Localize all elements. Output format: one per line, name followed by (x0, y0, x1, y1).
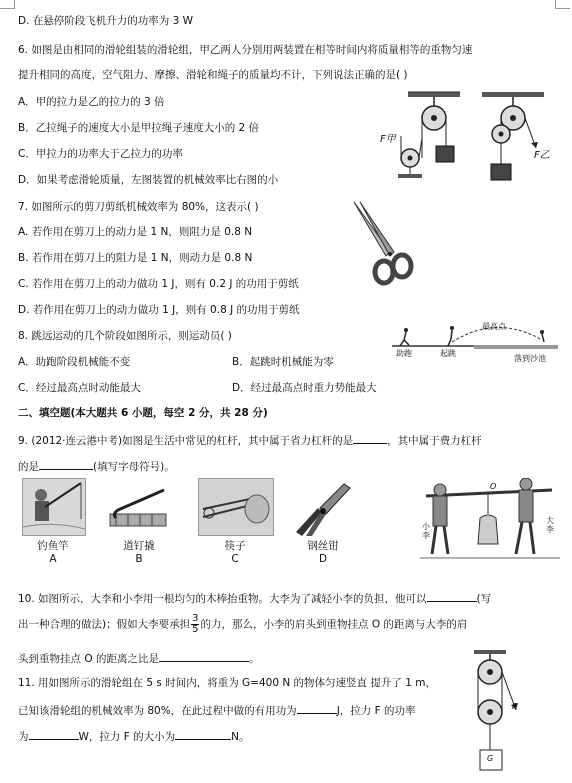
question-11-text-a: 已知该滑轮组的机械效率为 80%，在此过程中做的有用功为 (18, 705, 297, 717)
question-7-option-a: A. 若作用在剪刀上的动力是 1 N，则阻力是 0.8 N (18, 226, 253, 238)
question-10-line-3 (18, 650, 259, 666)
answer-blank-11a[interactable] (297, 702, 337, 714)
scissors-figure (350, 200, 416, 290)
question-6-stem: 6. 如图是由相同的滑轮组装的滑轮组，甲乙两人分别用两装置在相等时间内将质量相等的重物匀速 (18, 44, 473, 56)
long-jump-figure (392, 318, 558, 370)
question-10-line-2 (18, 614, 467, 635)
answer-blank-11c[interactable] (175, 728, 231, 740)
lever-label-d: 钢丝钳 D (307, 540, 339, 565)
lever-label-a: 钓鱼竿 A (37, 540, 69, 565)
carrying-pole-figure (420, 478, 560, 560)
question-7-option-b: B. 若作用在剪刀上的阻力是 1 N，则动力是 0.8 N (18, 252, 253, 264)
question-8-option-a: A．助跑阶段机械能不变 (18, 356, 131, 368)
question-8-option-d: D．经过最高点时重力势能最大 (232, 382, 377, 394)
question-9-text-a: 9. (2012·连云港中考)如图是生活中常见的杠杆，其中属于省力杠杆的是 (18, 435, 354, 447)
question-10-text-e: 头到重物挂点 O 的距离之比是 (18, 653, 159, 665)
jump-label-run: 助跑 (396, 349, 412, 358)
pulley-systems-figure (378, 88, 558, 188)
answer-blank-9a[interactable] (353, 432, 387, 444)
jump-label-top: 最高点 (482, 322, 506, 331)
question-6-option-a: A．甲的拉力是乙的拉力的 3 倍 (18, 96, 165, 108)
carry-label-point-o: O (490, 482, 497, 491)
question-6-stem-cont: 提升相同的高度，空气阻力、摩擦、滑轮和绳子的质量均不计，下列说法正确的是( ) (18, 69, 408, 81)
question-11-text-d: W，拉力 F 的大小为 (78, 731, 176, 743)
question-9-text-d: (填写字母符号)。 (93, 461, 175, 473)
pulley-block-figure (462, 650, 522, 774)
question-6-option-b: B．乙拉绳子的速度大小是甲拉绳子速度大小的 2 倍 (18, 122, 260, 134)
pulley11-force-label: F (512, 702, 517, 711)
pulley11-weight-label: G (487, 754, 494, 763)
carry-label-big: 大李 (546, 516, 554, 534)
nail-puller-image (108, 488, 170, 532)
force-label-jia: F甲 (380, 134, 396, 145)
jump-label-takeoff: 起跳 (440, 349, 456, 358)
question-10-text-a: 10. 如图所示，大李和小李用一根均匀的木棒抬重物。大李为了减轻小李的负担，他可以 (18, 593, 427, 605)
chopsticks-image (198, 478, 274, 536)
question-8-option-b: B．起跳时机械能为零 (232, 356, 334, 368)
question-11-text-c: 为 (18, 731, 29, 743)
question-6-option-d: D．如果考虑滑轮质量，左图装置的机械效率比右图的小 (18, 174, 279, 186)
pliers-image (292, 480, 354, 536)
crop-mark-top-right (555, 0, 570, 9)
section-2-heading: 二、填空题(本大题共 6 小题，每空 2 分，共 28 分) (18, 407, 268, 419)
question-11-line-3 (18, 728, 249, 744)
jump-label-land: 落到沙池 (514, 354, 546, 363)
crop-mark-top-left (0, 0, 15, 9)
question-10-line-1 (18, 590, 491, 606)
question-6-option-c: C．甲拉力的功率大于乙拉力的功率 (18, 148, 183, 160)
question-9-text-b: ，其中属于费力杠杆 (387, 435, 482, 447)
question-10-text-d: 的力，那么，小李的肩头到重物挂点 O 的距离与大李的肩 (200, 618, 468, 631)
question-8-stem: 8. 跳远运动的几个阶段如图所示，则运动员( ) (18, 330, 232, 342)
force-label-yi: F乙 (534, 150, 550, 161)
question-8-option-c: C．经过最高点时动能最大 (18, 382, 141, 394)
lever-label-b: 道钉撬 B (123, 540, 155, 565)
question-9-text-c: 的是 (18, 461, 39, 473)
question-10-text-c: 出一种合理的做法)；假如大李要承担 (18, 618, 191, 631)
question-11-line-1: 11. 用如图所示的滑轮组在 5 s 时间内，将重为 G=400 N 的物体匀速竖直 提升了 1 m， (18, 677, 436, 689)
carry-label-small: 小李 (422, 522, 430, 540)
question-10-text-f: 。 (248, 653, 260, 665)
fishing-rod-image (22, 478, 86, 536)
answer-blank-10a[interactable] (427, 590, 477, 602)
answer-blank-9b[interactable] (39, 458, 93, 470)
question-5-option-d: D. 在悬停阶段飞机升力的功率为 3 W (18, 15, 193, 27)
fraction-three-fifths: $\frac{3}{5}$ (192, 613, 199, 635)
question-11-text-b: J，拉力 F 的功率 (336, 705, 416, 717)
question-9-line-2 (18, 458, 175, 474)
question-9-line-1 (18, 432, 482, 448)
question-7-option-d: D. 若作用在剪刀上的动力做功 1 J，则有 0.8 J 的功用于剪纸 (18, 304, 300, 316)
answer-blank-11b[interactable] (29, 728, 79, 740)
answer-blank-10b[interactable] (159, 650, 249, 662)
question-10-text-b: (写 (476, 593, 492, 605)
question-11-text-e: N。 (231, 731, 250, 743)
question-7-option-c: C. 若作用在剪刀上的动力做功 1 J，则有 0.2 J 的功用于剪纸 (18, 278, 299, 290)
lever-label-c: 筷子 C (224, 540, 246, 565)
question-11-line-2 (18, 702, 416, 718)
question-7-stem: 7. 如图所示的剪刀剪纸机械效率为 80%，这表示( ) (18, 201, 259, 213)
